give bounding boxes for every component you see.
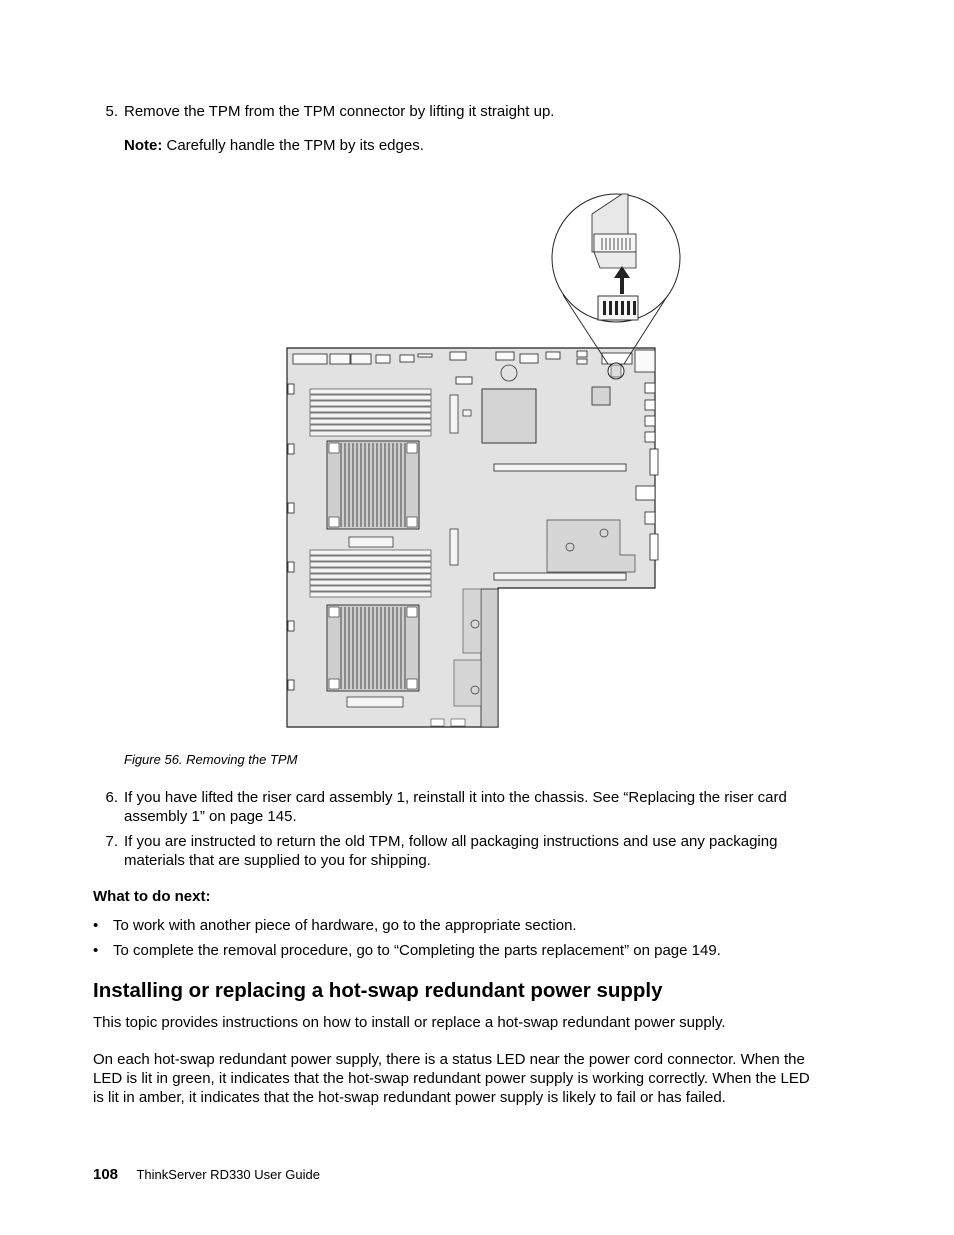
note-text: Carefully handle the TPM by its edges.	[166, 137, 424, 154]
step-number: 6.	[105, 789, 118, 806]
chipset	[482, 389, 536, 443]
paragraph-line: LED is lit in green, it indicates that the hot-swap redundant power supply is working correctly. When the LED	[93, 1070, 810, 1087]
tpm-removal-figure	[280, 190, 690, 735]
bullet-icon: •	[93, 917, 99, 934]
bullet-icon: •	[93, 942, 99, 959]
step-text-line: assembly 1” on page 145.	[124, 808, 297, 825]
bullet-item	[93, 941, 873, 960]
step-text-line: materials that are supplied to you for shipping.	[124, 852, 431, 869]
step-text-line: If you have lifted the riser card assembly 1, reinstall it into the chassis. See “Replacing the riser card	[124, 789, 787, 806]
document-title: ThinkServer RD330 User Guide	[136, 1167, 321, 1182]
page-footer	[93, 1166, 320, 1184]
bullet-text: To complete the removal procedure, go to “Completing the parts replacement” on page 149.	[113, 942, 721, 959]
section-title: Installing or replacing a hot-swap redundant power supply	[93, 979, 663, 1002]
step-text: Remove the TPM from the TPM connector by lifting it straight up.	[124, 103, 555, 120]
step-number: 5.	[105, 103, 118, 120]
step-7	[100, 832, 860, 870]
pci-slot-2	[494, 573, 626, 580]
note-label: Note:	[124, 137, 163, 154]
step-text-line: If you are instructed to return the old TPM, follow all packaging instructions and use any packaging	[124, 833, 778, 850]
bullet-item	[93, 916, 873, 935]
section-intro: This topic provides instructions on how to install or replace a hot-swap redundant power supply.	[93, 1014, 726, 1031]
paragraph-line: is lit in amber, it indicates that the hot-swap redundant power supply is likely to fail or has failed.	[93, 1089, 726, 1106]
section-paragraph	[93, 1050, 873, 1107]
paragraph-line: On each hot-swap redundant power supply, there is a status LED near the power cord connector. When the	[93, 1051, 805, 1068]
what-to-do-next-heading: What to do next:	[93, 888, 211, 905]
note	[124, 136, 424, 155]
figure-caption: Figure 56. Removing the TPM	[124, 752, 298, 767]
step-6	[100, 788, 860, 826]
step-5	[100, 102, 860, 121]
pci-slot-1	[494, 464, 626, 471]
step-number: 7.	[105, 833, 118, 850]
bullet-text: To work with another piece of hardware, go to the appropriate section.	[113, 917, 577, 934]
page-number: 108	[93, 1166, 119, 1183]
